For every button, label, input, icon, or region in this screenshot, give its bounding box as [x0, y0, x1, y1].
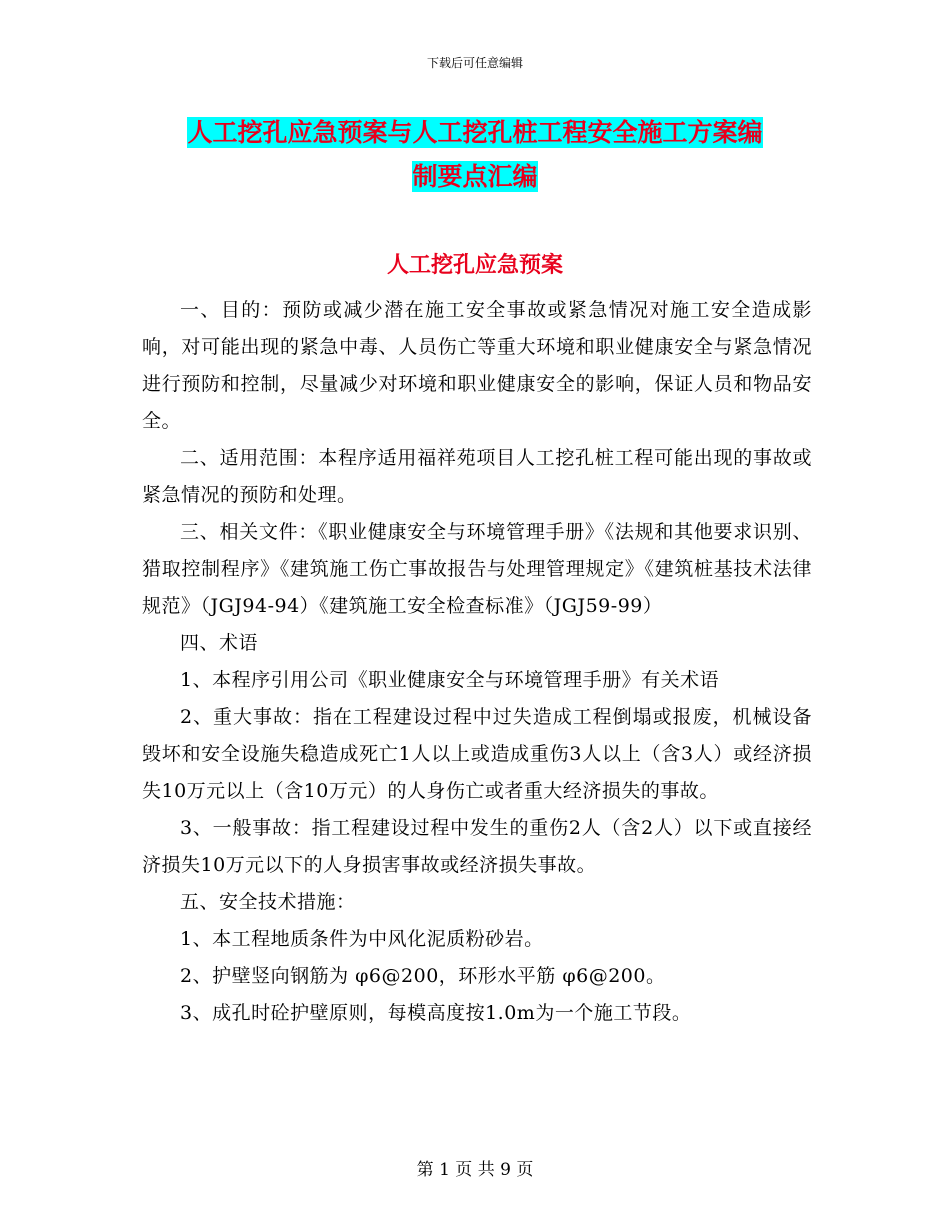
- page-footer-number: 第 1 页 共 9 页: [416, 1160, 534, 1180]
- title-line-2-text: 制要点汇编: [412, 162, 538, 191]
- paragraph-measures-heading: 五、安全技术措施：: [180, 891, 356, 913]
- paragraph-related-docs: 三、相关文件：《职业健康安全与环境管理手册》《法规和其他要求识别、猎取控制程序》《建筑施工伤亡事故报告与处理管理规定》《建筑桩基技术法律规范》（JGJ94-94）《建筑施工安全检查标准》（JGJ59-99）: [142, 521, 812, 617]
- section-title: 人工挖孔应急预案: [386, 253, 563, 278]
- paragraph-measure-3: 3、成孔时砼护壁原则，每模高度按1.0m为一个施工节段。: [180, 1002, 692, 1024]
- paragraph-term-3: 3、一般事故：指工程建设过程中发生的重伤2人（含2人）以下或直接经济损失10万元以下的人身损害事故或经济损失事故。: [142, 817, 812, 876]
- document-title-line-2: [0, 157, 950, 193]
- title-line-1-text: 人工挖孔应急预案与人工挖孔桩工程安全施工方案编: [187, 118, 763, 147]
- document-title-line-1: [0, 113, 950, 149]
- paragraph-purpose: 一、目的：预防或减少潜在施工安全事故或紧急情况对施工安全造成影响，对可能出现的紧急中毒、人员伤亡等重大环境和职业健康安全与紧急情况进行预防和控制，尽量减少对环境和职业健康安全的影响，保证人员和物品安全。: [142, 299, 812, 432]
- paragraph-measure-2: 2、护壁竖向钢筋为 φ6@200，环形水平筋 φ6@200。: [180, 965, 666, 987]
- paragraph-measure-1: 1、本工程地质条件为中风化泥质粉砂岩。: [180, 928, 544, 950]
- paragraph-terms-heading: 四、术语: [180, 632, 259, 654]
- page-header-note: 下载后可任意编辑: [426, 56, 523, 70]
- paragraph-term-2: 2、重大事故：指在工程建设过程中过失造成工程倒塌或报废，机械设备毁坏和安全设施失稳造成死亡1人以上或造成重伤3人以上（含3人）或经济损失10万元以上（含10万元）的人身伤亡或者重大经济损失的事故。: [142, 706, 812, 802]
- body-content: [142, 292, 812, 1032]
- paragraph-term-1: 1、本程序引用公司《职业健康安全与环境管理手册》有关术语: [180, 669, 720, 691]
- paragraph-scope: 二、适用范围：本程序适用福祥苑项目人工挖孔桩工程可能出现的事故或紧急情况的预防和处理。: [142, 447, 812, 506]
